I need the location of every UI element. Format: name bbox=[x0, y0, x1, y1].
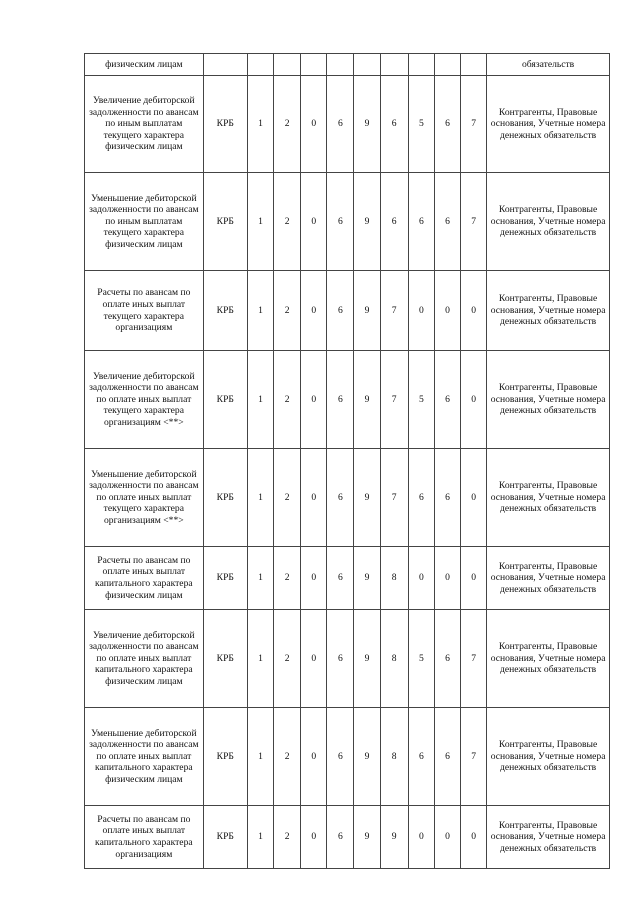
kbk-cell: КРБ bbox=[203, 76, 247, 173]
table-row bbox=[85, 271, 610, 351]
table-row bbox=[85, 547, 610, 610]
account-digit-cell bbox=[380, 54, 408, 76]
account-digit-cell: 6 bbox=[327, 449, 354, 547]
account-digit-cell: 0 bbox=[408, 271, 434, 351]
account-digit-cell: 1 bbox=[247, 173, 273, 271]
table-row bbox=[85, 708, 610, 806]
account-digit-cell: 0 bbox=[461, 271, 487, 351]
account-digit-cell: 5 bbox=[408, 351, 434, 449]
kbk-cell: КРБ bbox=[203, 610, 247, 708]
account-name-cell: Расчеты по авансам по оплате иных выплат капитального характера физическим лицам bbox=[85, 547, 204, 610]
account-name-cell: Расчеты по авансам по оплате иных выплат капитального характера организациям bbox=[85, 806, 204, 869]
account-digit-cell: 7 bbox=[380, 449, 408, 547]
account-digit-cell: 6 bbox=[327, 76, 354, 173]
analytics-note-cell: Контрагенты, Правовые основания, Учетные номера денежных обязательств bbox=[487, 449, 610, 547]
account-digit-cell: 0 bbox=[301, 610, 327, 708]
account-digit-cell: 7 bbox=[461, 173, 487, 271]
account-name-cell: Расчеты по авансам по оплате иных выплат текущего характера организациям bbox=[85, 271, 204, 351]
account-digit-cell: 0 bbox=[434, 547, 460, 610]
account-digit-cell: 2 bbox=[274, 449, 301, 547]
account-digit-cell: 6 bbox=[434, 76, 460, 173]
kbk-cell: КРБ bbox=[203, 173, 247, 271]
account-digit-cell: 7 bbox=[461, 76, 487, 173]
account-digit-cell: 9 bbox=[354, 449, 380, 547]
account-digit-cell: 6 bbox=[434, 708, 460, 806]
account-digit-cell: 1 bbox=[247, 547, 273, 610]
account-name-cell: Увеличение дебиторской задолженности по авансам по оплате иных выплат капитального характера физическим лицам bbox=[85, 610, 204, 708]
kbk-cell: КРБ bbox=[203, 351, 247, 449]
account-digit-cell: 0 bbox=[301, 271, 327, 351]
account-digit-cell: 6 bbox=[380, 76, 408, 173]
analytics-note-cell: Контрагенты, Правовые основания, Учетные номера денежных обязательств bbox=[487, 351, 610, 449]
account-digit-cell: 6 bbox=[327, 610, 354, 708]
account-digit-cell: 2 bbox=[274, 351, 301, 449]
account-digit-cell: 5 bbox=[408, 76, 434, 173]
account-name-cell: Уменьшение дебиторской задолженности по авансам по иным выплатам текущего характера физическим лицам bbox=[85, 173, 204, 271]
account-digit-cell bbox=[247, 54, 273, 76]
account-digit-cell: 0 bbox=[301, 351, 327, 449]
kbk-cell bbox=[203, 54, 247, 76]
analytics-note-cell: Контрагенты, Правовые основания, Учетные номера денежных обязательств bbox=[487, 547, 610, 610]
account-digit-cell: 6 bbox=[327, 547, 354, 610]
account-digit-cell bbox=[301, 54, 327, 76]
account-digit-cell bbox=[274, 54, 301, 76]
account-digit-cell: 0 bbox=[408, 806, 434, 869]
account-digit-cell bbox=[354, 54, 380, 76]
table-body bbox=[85, 54, 610, 869]
account-digit-cell: 2 bbox=[274, 547, 301, 610]
account-digit-cell: 2 bbox=[274, 173, 301, 271]
account-name-cell: Увеличение дебиторской задолженности по авансам по оплате иных выплат текущего характера организациям <**> bbox=[85, 351, 204, 449]
account-digit-cell: 1 bbox=[247, 708, 273, 806]
account-digit-cell: 2 bbox=[274, 708, 301, 806]
account-digit-cell: 9 bbox=[354, 547, 380, 610]
account-digit-cell: 1 bbox=[247, 351, 273, 449]
account-digit-cell: 6 bbox=[327, 271, 354, 351]
table-row bbox=[85, 54, 610, 76]
analytics-note-cell: Контрагенты, Правовые основания, Учетные номера денежных обязательств bbox=[487, 806, 610, 869]
account-digit-cell: 1 bbox=[247, 76, 273, 173]
account-digit-cell: 9 bbox=[354, 76, 380, 173]
account-digit-cell: 2 bbox=[274, 610, 301, 708]
account-digit-cell: 0 bbox=[301, 173, 327, 271]
account-digit-cell: 7 bbox=[461, 708, 487, 806]
account-digit-cell: 9 bbox=[354, 271, 380, 351]
table-row bbox=[85, 610, 610, 708]
account-digit-cell: 6 bbox=[408, 708, 434, 806]
account-digit-cell: 1 bbox=[247, 449, 273, 547]
kbk-cell: КРБ bbox=[203, 449, 247, 547]
accounts-table bbox=[84, 53, 610, 869]
account-digit-cell: 1 bbox=[247, 271, 273, 351]
account-name-cell: Уменьшение дебиторской задолженности по авансам по оплате иных выплат текущего характера организациям <**> bbox=[85, 449, 204, 547]
analytics-note-cell: Контрагенты, Правовые основания, Учетные номера денежных обязательств bbox=[487, 610, 610, 708]
account-digit-cell: 0 bbox=[301, 547, 327, 610]
account-digit-cell: 0 bbox=[408, 547, 434, 610]
account-digit-cell bbox=[461, 54, 487, 76]
account-name-cell: Увеличение дебиторской задолженности по авансам по иным выплатам текущего характера физическим лицам bbox=[85, 76, 204, 173]
account-digit-cell: 2 bbox=[274, 806, 301, 869]
account-digit-cell: 0 bbox=[461, 351, 487, 449]
account-name-cell: Уменьшение дебиторской задолженности по авансам по оплате иных выплат капитального характера физическим лицам bbox=[85, 708, 204, 806]
account-digit-cell: 6 bbox=[327, 351, 354, 449]
table-row bbox=[85, 76, 610, 173]
kbk-cell: КРБ bbox=[203, 708, 247, 806]
account-digit-cell: 0 bbox=[434, 806, 460, 869]
account-digit-cell: 9 bbox=[354, 610, 380, 708]
account-digit-cell: 6 bbox=[327, 708, 354, 806]
table-row bbox=[85, 806, 610, 869]
account-digit-cell: 0 bbox=[461, 449, 487, 547]
account-digit-cell: 6 bbox=[434, 449, 460, 547]
account-digit-cell bbox=[408, 54, 434, 76]
account-digit-cell: 9 bbox=[380, 806, 408, 869]
account-digit-cell: 1 bbox=[247, 806, 273, 869]
account-digit-cell: 8 bbox=[380, 708, 408, 806]
account-digit-cell: 0 bbox=[301, 76, 327, 173]
account-digit-cell: 7 bbox=[380, 271, 408, 351]
account-digit-cell: 0 bbox=[301, 708, 327, 806]
kbk-cell: КРБ bbox=[203, 547, 247, 610]
account-digit-cell bbox=[434, 54, 460, 76]
account-digit-cell: 0 bbox=[434, 271, 460, 351]
account-digit-cell: 9 bbox=[354, 173, 380, 271]
account-digit-cell: 0 bbox=[301, 806, 327, 869]
account-digit-cell: 6 bbox=[327, 806, 354, 869]
account-digit-cell: 9 bbox=[354, 351, 380, 449]
account-digit-cell: 0 bbox=[461, 806, 487, 869]
account-name-cell: физическим лицам bbox=[85, 54, 204, 76]
account-digit-cell: 9 bbox=[354, 708, 380, 806]
account-digit-cell: 8 bbox=[380, 547, 408, 610]
account-digit-cell: 0 bbox=[301, 449, 327, 547]
table-row bbox=[85, 449, 610, 547]
analytics-note-cell: Контрагенты, Правовые основания, Учетные номера денежных обязательств bbox=[487, 271, 610, 351]
account-digit-cell: 6 bbox=[380, 173, 408, 271]
account-digit-cell: 6 bbox=[408, 173, 434, 271]
account-digit-cell bbox=[327, 54, 354, 76]
account-digit-cell: 6 bbox=[434, 351, 460, 449]
analytics-note-cell: Контрагенты, Правовые основания, Учетные номера денежных обязательств bbox=[487, 76, 610, 173]
kbk-cell: КРБ bbox=[203, 806, 247, 869]
account-digit-cell: 1 bbox=[247, 610, 273, 708]
account-digit-cell: 9 bbox=[354, 806, 380, 869]
account-digit-cell: 6 bbox=[327, 173, 354, 271]
account-digit-cell: 5 bbox=[408, 610, 434, 708]
account-digit-cell: 0 bbox=[461, 547, 487, 610]
account-digit-cell: 7 bbox=[380, 351, 408, 449]
account-digit-cell: 6 bbox=[434, 610, 460, 708]
analytics-note-cell: Контрагенты, Правовые основания, Учетные номера денежных обязательств bbox=[487, 708, 610, 806]
account-digit-cell: 7 bbox=[461, 610, 487, 708]
account-digit-cell: 6 bbox=[434, 173, 460, 271]
account-digit-cell: 2 bbox=[274, 271, 301, 351]
kbk-cell: КРБ bbox=[203, 271, 247, 351]
table-row bbox=[85, 351, 610, 449]
analytics-note-cell: обязательств bbox=[487, 54, 610, 76]
analytics-note-cell: Контрагенты, Правовые основания, Учетные номера денежных обязательств bbox=[487, 173, 610, 271]
account-digit-cell: 8 bbox=[380, 610, 408, 708]
account-digit-cell: 2 bbox=[274, 76, 301, 173]
account-digit-cell: 6 bbox=[408, 449, 434, 547]
table-row bbox=[85, 173, 610, 271]
